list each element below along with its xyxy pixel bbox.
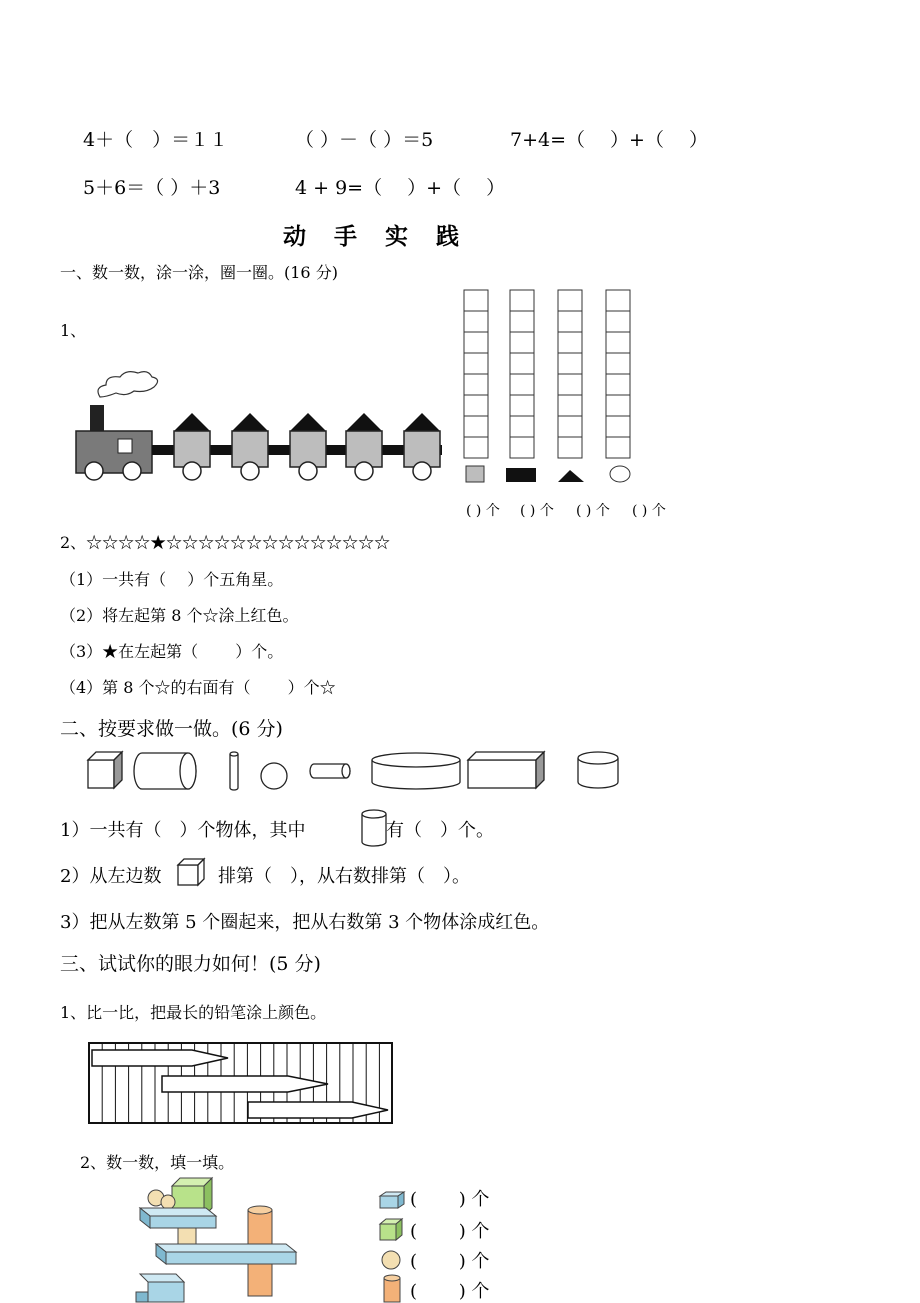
count-cell xyxy=(510,395,534,416)
section3-heading: 三、试试你的眼力如何！(5 分) xyxy=(60,953,321,975)
count-cell xyxy=(558,416,582,437)
count-cell xyxy=(464,416,488,437)
cuboid-icon xyxy=(468,752,544,788)
count-cell xyxy=(510,290,534,311)
count-cell xyxy=(606,353,630,374)
section2-q1-after: 有（ ）个。 xyxy=(386,820,494,841)
stars-row: 2、☆☆☆☆★☆☆☆☆☆☆☆☆☆☆☆☆☆☆ xyxy=(60,533,391,552)
fill-row-1: ( ) 个 xyxy=(410,1189,490,1210)
count-cell xyxy=(558,311,582,332)
cylinder-icon xyxy=(382,1274,404,1302)
section2-q1-before: 1）一共有（ ）个物体，其中 xyxy=(60,820,306,841)
sphere-icon xyxy=(261,763,287,789)
cylinder-icon xyxy=(310,764,350,778)
cylinder-icon xyxy=(230,752,238,790)
count-shape xyxy=(610,466,630,482)
section1-item1-label: 1、 xyxy=(60,321,87,340)
count-cell xyxy=(464,395,488,416)
count-shape xyxy=(466,466,484,482)
shapes-row xyxy=(80,750,640,795)
question-2: （2）将左起第 8 个☆涂上红色。 xyxy=(60,606,299,625)
count-cell xyxy=(464,374,488,395)
count-cell xyxy=(606,332,630,353)
section2-q3: 3）把从左数第 5 个圈起来，把从右数第 3 个物体涂成红色。 xyxy=(60,912,550,933)
sphere-icon xyxy=(380,1248,404,1272)
count-cell xyxy=(558,353,582,374)
count-cell xyxy=(606,395,630,416)
count-label-4: ( ) 个 xyxy=(632,503,666,519)
section2-q2-after: 排第（ ），从右数排第（ ）。 xyxy=(218,866,470,887)
section3-item1: 1、比一比，把最长的铅笔涂上颜色。 xyxy=(60,1003,327,1022)
count-label-3: ( ) 个 xyxy=(576,503,610,519)
equation-2: （ ）－（ ）＝5 xyxy=(295,129,434,151)
cube-icon xyxy=(176,857,206,887)
count-cell xyxy=(510,311,534,332)
fill-row-4: ( ) 个 xyxy=(410,1281,490,1302)
count-cell xyxy=(606,374,630,395)
count-cell xyxy=(558,332,582,353)
count-cell xyxy=(510,374,534,395)
section3-item2: 2、数一数，填一填。 xyxy=(80,1153,235,1172)
count-cell xyxy=(464,290,488,311)
count-cell xyxy=(464,437,488,458)
pencil-grid-icon xyxy=(88,1042,396,1126)
cylinder-icon xyxy=(360,808,388,848)
cuboid-icon xyxy=(378,1190,406,1210)
question-1: （1）一共有（ ）个五角星。 xyxy=(60,570,284,589)
count-label-1: ( ) 个 xyxy=(466,503,500,519)
count-label-2: ( ) 个 xyxy=(520,503,554,519)
count-cell xyxy=(606,311,630,332)
block-tower-icon xyxy=(136,1176,306,1302)
question-3: （3）★在左起第（ ）个。 xyxy=(60,642,284,661)
question-4: （4）第 8 个☆的右面有（ ）个☆ xyxy=(60,678,336,697)
equation-5: 4 + 9=（ ）+（ ） xyxy=(295,177,506,199)
fill-row-2: ( ) 个 xyxy=(410,1221,490,1242)
count-cell xyxy=(606,290,630,311)
equation-3: 7+4=（ ）+（ ） xyxy=(510,129,709,151)
count-cell xyxy=(510,332,534,353)
count-cell xyxy=(510,437,534,458)
count-cell xyxy=(558,395,582,416)
equation-1: 4＋（ ）＝１１ xyxy=(83,129,229,151)
cylinder-icon xyxy=(134,753,196,789)
cube-icon xyxy=(88,752,122,788)
page-title: 动 手 实 践 xyxy=(283,223,470,250)
counting-columns-icon xyxy=(460,288,640,488)
count-cell xyxy=(606,416,630,437)
count-cell xyxy=(464,311,488,332)
count-cell xyxy=(510,353,534,374)
train-icon xyxy=(70,365,445,485)
section2-q2-before: 2）从左边数 xyxy=(60,866,162,887)
count-cell xyxy=(558,437,582,458)
fill-row-3: ( ) 个 xyxy=(410,1251,490,1272)
cylinder-icon xyxy=(578,752,618,788)
equation-4: 5＋6＝（ ）＋3 xyxy=(83,177,221,199)
count-shape xyxy=(506,468,536,482)
count-shape xyxy=(558,470,584,482)
count-cell xyxy=(510,416,534,437)
count-cell xyxy=(606,437,630,458)
count-cell xyxy=(464,353,488,374)
count-cell xyxy=(464,332,488,353)
count-cell xyxy=(558,374,582,395)
cylinder-icon xyxy=(372,753,460,789)
count-cell xyxy=(558,290,582,311)
cube-icon xyxy=(378,1218,406,1242)
section1-heading: 一、数一数，涂一涂，圈一圈。(16 分) xyxy=(60,263,338,282)
section2-heading: 二、按要求做一做。(6 分) xyxy=(60,718,283,740)
